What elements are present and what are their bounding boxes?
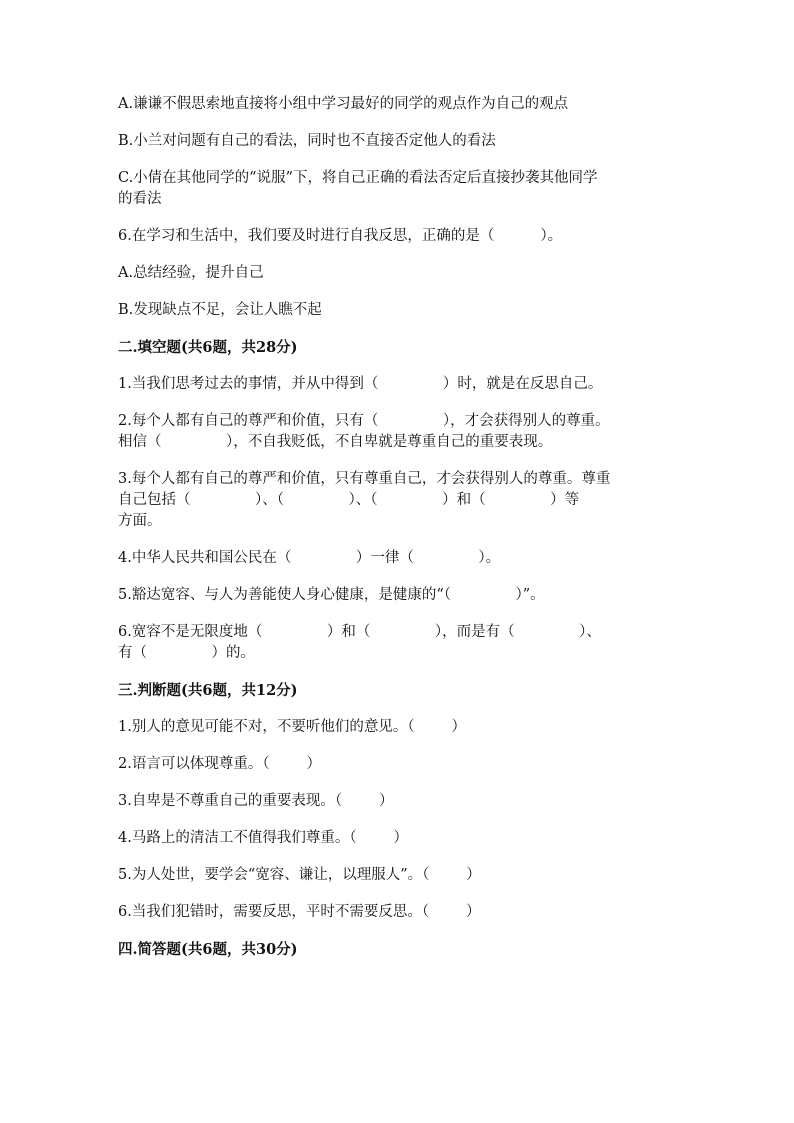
section-2-title: 二.填空题(共6题，共28分): [118, 339, 298, 356]
option-b: B.小兰对问题有自己的看法，同时也不直接否定他人的看法: [118, 133, 496, 149]
judge-question-2: 2.语言可以体现尊重。（ ）: [118, 756, 321, 772]
fill-question-6-line1: 6.宽容不是无限度地（ ）和（ ），而是有（ ）、: [118, 624, 601, 640]
exam-page: [118, 94, 678, 960]
judge-question-6: 6.当我们犯错时，需要反思，平时不需要反思。（ ）: [118, 904, 481, 920]
judge-question-5: 5.为人处世，要学会“宽容、谦让，以理服人”。（ ）: [118, 867, 481, 883]
fill-question-2-line1: 2.每个人都有自己的尊严和价值，只有（ ），才会获得别人的尊重。: [118, 413, 610, 429]
question-6-stem: 6.在学习和生活中，我们要及时进行自我反思，正确的是（ ）。: [118, 228, 563, 244]
fill-question-4: 4.中华人民共和国公民在（ ）一律（ ）。: [118, 550, 501, 566]
option-a: A.谦谦不假思索地直接将小组中学习最好的同学的观点作为自己的观点: [118, 96, 569, 112]
judge-question-3: 3.自卑是不尊重自己的重要表现。（ ）: [118, 793, 394, 809]
judge-question-1: 1.别人的意见可能不对，不要听他们的意见。（ ）: [118, 719, 466, 735]
fill-question-3-line2: 自己包括（ ）、（ ）、（ ）和（ ）等: [118, 492, 580, 508]
fill-question-3-line3: 方面。: [118, 513, 162, 529]
fill-question-6-line2: 有（ ）的。: [118, 645, 256, 661]
option-c-line2: 的看法: [118, 191, 162, 207]
section-3-title: 三.判断题(共6题，共12分): [118, 682, 298, 699]
fill-question-5: 5.豁达宽容、与人为善能使人身心健康，是健康的“（ ）”。: [118, 587, 545, 603]
question-6-option-a: A.总结经验，提升自己: [118, 265, 264, 281]
section-4-title: 四.简答题(共6题，共30分): [118, 941, 298, 958]
fill-question-2-line2: 相信（ ），不自我贬低，不自卑就是尊重自己的重要表现。: [118, 434, 553, 450]
fill-question-1: 1.当我们思考过去的事情，并从中得到（ ）时，就是在反思自己。: [118, 376, 603, 392]
option-c-line1: C.小倩在其他同学的“说服”下，将自己正确的看法否定后直接抄袭其他同学: [118, 170, 598, 186]
fill-question-3-line1: 3.每个人都有自己的尊严和价值，只有尊重自己，才会获得别人的尊重。尊重: [118, 471, 611, 487]
judge-question-4: 4.马路上的清洁工不值得我们尊重。（ ）: [118, 830, 408, 846]
question-6-option-b: B.发现缺点不足，会让人瞧不起: [118, 302, 322, 318]
